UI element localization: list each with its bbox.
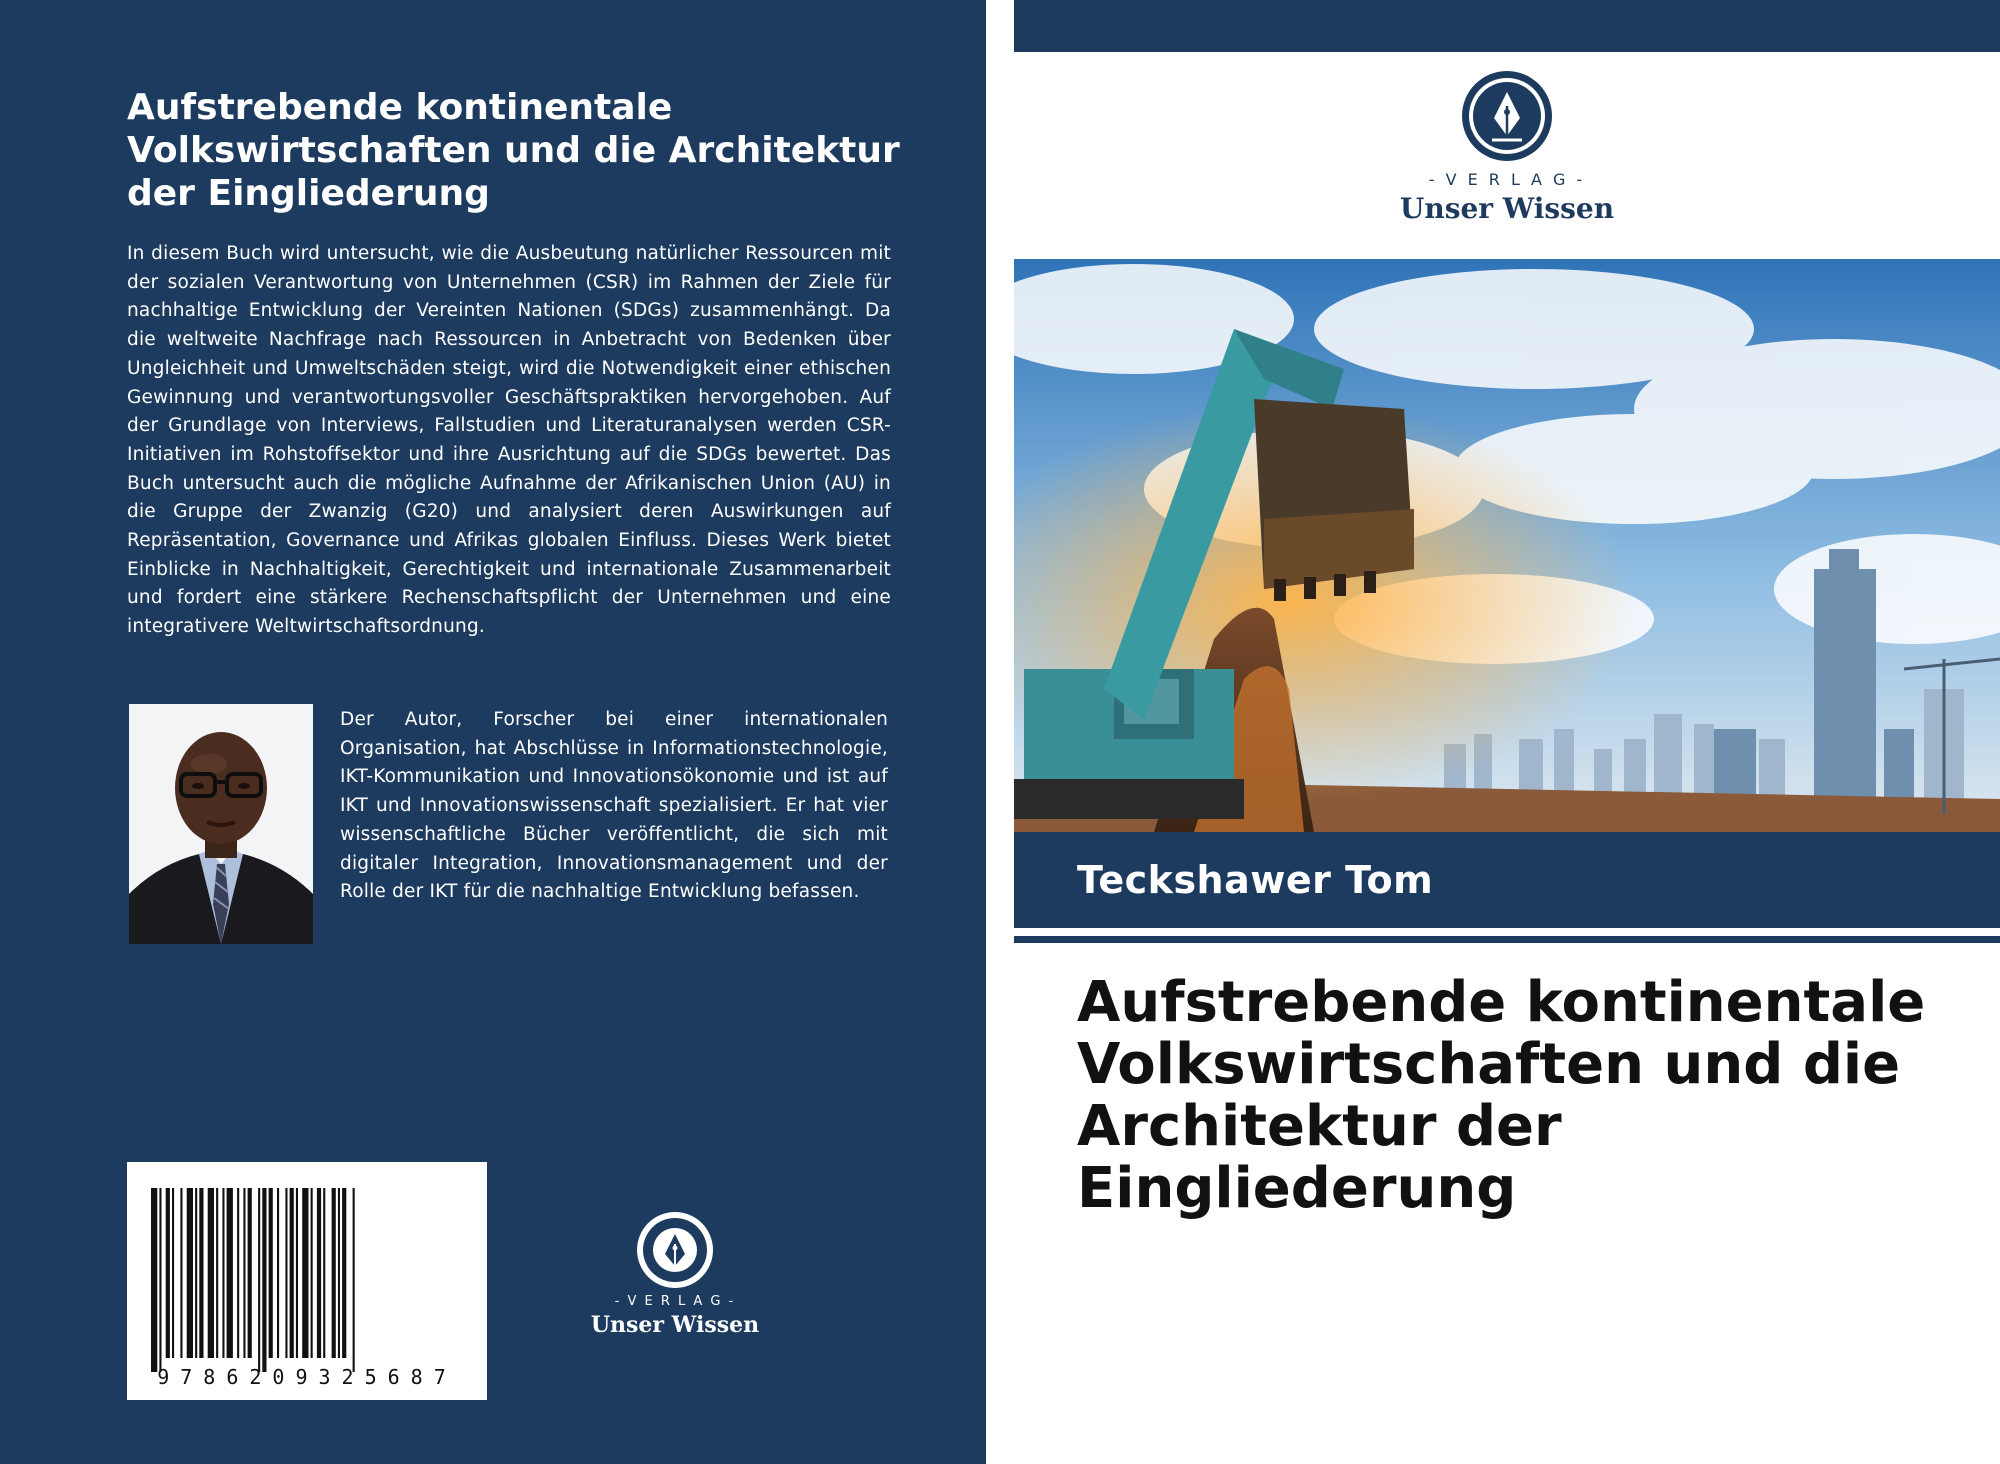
barcode-bar (180, 1188, 182, 1358)
barcode-bar (222, 1188, 224, 1358)
barcode-bar (317, 1188, 321, 1358)
barcode-bar (187, 1188, 193, 1358)
front-logo-name: Unser Wissen (1399, 192, 1615, 225)
barcode-bar (323, 1188, 325, 1358)
barcode-bar (195, 1188, 197, 1358)
front-divider-rule (1014, 936, 2000, 943)
fountain-pen-nib-icon (575, 1210, 775, 1290)
front-publisher-logo (1374, 70, 1640, 230)
barcode-bar (227, 1188, 233, 1358)
barcode-bar (216, 1188, 218, 1358)
back-cover-title: Aufstrebende kontinentale Volkswirtschaften und die Architektur der Eingliederung (127, 87, 900, 214)
front-cover-title: Aufstrebende kontinentale Volkswirtschaften und die Architektur der Eingliederung (1077, 970, 1926, 1221)
barcode-bar (290, 1188, 294, 1358)
barcode-bar (243, 1188, 245, 1358)
barcode-bar (151, 1188, 157, 1372)
back-cover (0, 0, 986, 1464)
barcode-bar (302, 1188, 308, 1358)
barcode-bar (342, 1188, 346, 1358)
excavator-skyline-image (1014, 259, 2000, 832)
author-bio: Der Autor, Forscher bei einer internationalen Organisation, hat Abschlüsse in Informationstechnologie, IKT-Kommunikation und Innovationsökonomie und ist auf IKT und Innovationswissenschaft spezialisiert. Er hat vier wissenschaftliche Bücher veröffentlicht, die sich mit digitaler Integration, Innovationsmanagement und der Rolle der IKT für die nachhaltige Entwicklung befassen. (340, 709, 888, 903)
front-top-bar (1014, 0, 2000, 52)
barcode-bar (262, 1188, 266, 1372)
barcode-bar (285, 1188, 287, 1358)
back-logo-name: Unser Wissen (590, 1312, 760, 1338)
author-name: Teckshawer Tom (1077, 858, 1434, 902)
barcode-bar (248, 1188, 252, 1358)
barcode-bar (208, 1188, 214, 1358)
barcode-bar (166, 1188, 170, 1358)
back-publisher-logo (575, 1210, 775, 1340)
barcode-bar (277, 1188, 279, 1358)
author-photo (129, 704, 313, 944)
isbn-barcode (127, 1162, 487, 1400)
barcode-bar (296, 1188, 298, 1358)
author-portrait-image (129, 704, 313, 944)
barcode-bar (269, 1188, 273, 1358)
barcode-bar (258, 1188, 260, 1372)
barcode-bar (237, 1188, 239, 1358)
front-logo-verlag: - V E R L A G - (1428, 170, 1586, 189)
barcode-bar (172, 1188, 174, 1358)
barcode-bar (332, 1188, 336, 1358)
cover-photo-excavator-city (1014, 259, 2000, 832)
back-logo-verlag: - V E R L A G - (614, 1294, 736, 1309)
fountain-pen-nib-icon (1374, 70, 1640, 166)
back-cover-blurb: In diesem Buch wird untersucht, wie die Ausbeutung natürlicher Ressourcen mit der sozialen Verantwortung von Unternehmen (CSR) im Rahmen der Ziele für nachhaltige Entwicklung der Vereinten Nationen (SDGs) zusammenhängt. Da die weltweite Nachfrage nach Ressourcen in Anbetracht von Bedenken über Ungleichheit und Umweltschäden steigt, wird die Notwendigkeit einer ethischen Gewinnung und verantwortungsvoller Geschäftspraktiken hervorgehoben. Auf der Grundlage von Interviews, Fallstudien und Literaturanalysen werden CSR-Initiativen im Rohstoffsektor und ihre Ausrichtung auf die SDGs bewertet. Das Buch untersucht auch die mögliche Aufnahme der Afrikanischen Union (AU) in die Gruppe der Zwanzig (G20) und analysiert deren Auswirkungen auf Repräsentation, Governance und Afrikas globalen Einfluss. Dieses Werk bietet Einblicke in Nachhaltigkeit, Gerechtigkeit und internationale Zusammenarbeit und fordert eine stärkere Rechenschaftspflicht der Unternehmen und eine integrativere Weltwirtschaftsordnung. (127, 243, 891, 638)
barcode-bar (159, 1188, 161, 1372)
isbn-digits: 9786209325687 (157, 1365, 457, 1389)
barcode-bar (338, 1188, 340, 1358)
author-band (1014, 832, 2000, 928)
barcode-bar (199, 1188, 203, 1358)
barcode-bar (311, 1188, 313, 1358)
front-cover (1014, 0, 2000, 1464)
barcode-bar (353, 1188, 355, 1372)
